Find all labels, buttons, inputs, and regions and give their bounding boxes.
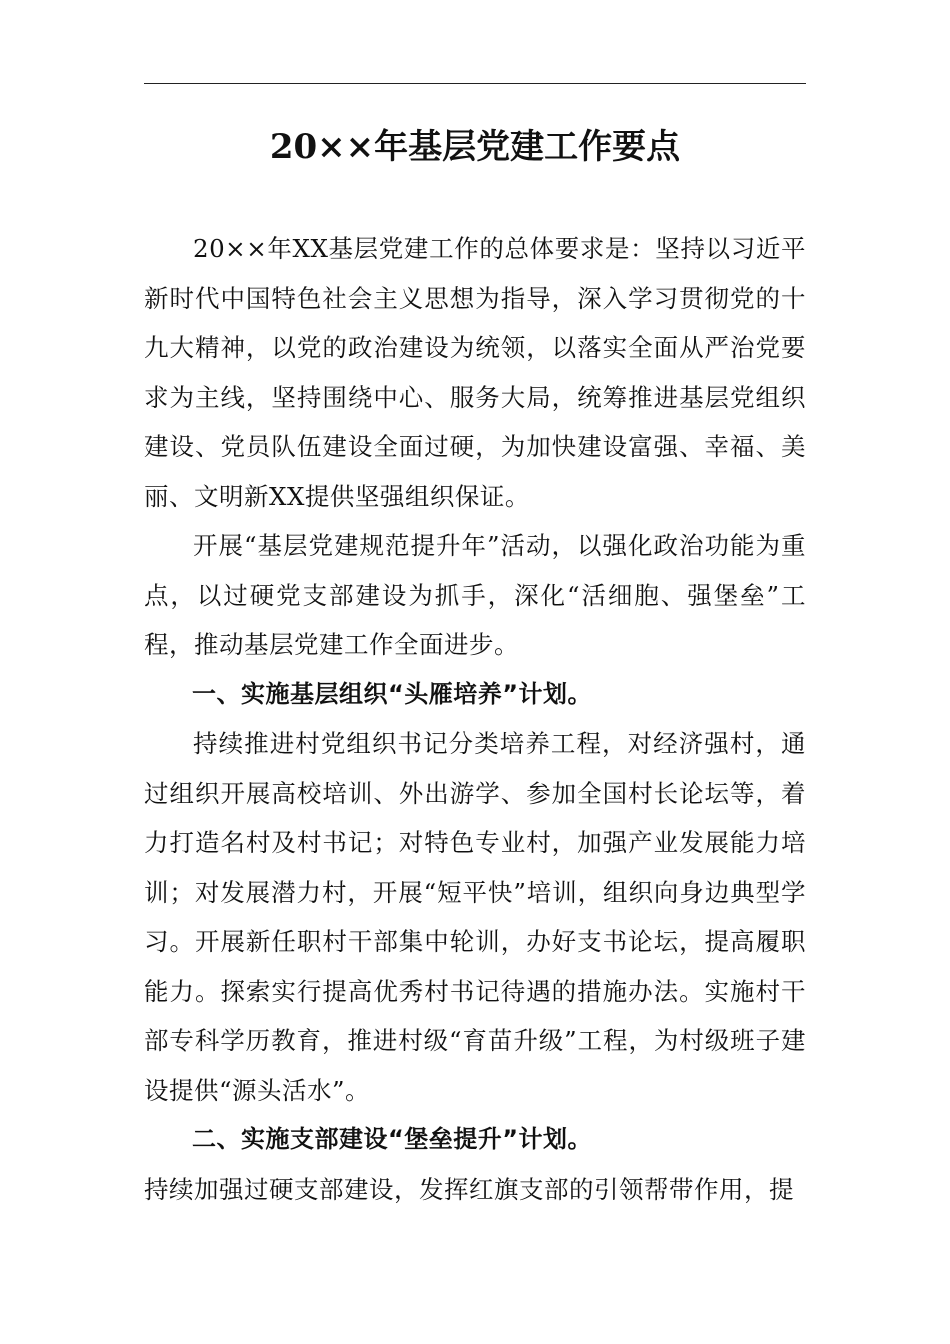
document-title: 20××年基层党建工作要点 <box>269 127 681 167</box>
paragraph-overall-requirements: 20××年XX基层党建工作的总体要求是：坚持以习近平新时代中国特色社会主义思想为指导，深入学习贯彻党的十九大精神，以党的政治建设为统领，以落实全面从严治党要求为主线，坚持围绕中心、服务大局，统筹推进基层党组织建设、党员队伍建设全面过硬，为加快建设富强、幸福、美丽、文明新XX提供坚强组织保证。 <box>144 234 806 511</box>
section-heading-2: 二、实施支部建设“堡垒提升”计划。 <box>192 1125 593 1153</box>
paragraph-section-1: 持续推进村党组织书记分类培养工程，对经济强村，通过组织开展高校培训、外出游学、参加全国村长论坛等，着力打造名村及村书记；对特色专业村，加强产业发展能力培训；对发展潜力村，开展“短平快”培训，组织向身边典型学习。开展新任职村干部集中轮训，办好支书论坛，提高履职能力。探索实行提高优秀村书记待遇的措施办法。实施村干部专科学历教育，推进村级“育苗升级”工程，为村级班子建设提供“源头活水”。 <box>144 729 806 1105</box>
paragraph-section-2: 持续加强过硬支部建设，发挥红旗支部的引领帮带作用，提 <box>144 1174 794 1204</box>
paragraph-campaign: 开展“基层党建规范提升年”活动，以强化政治功能为重点，以过硬党支部建设为抓手，深化“活细胞、强堡垒”工程，推动基层党建工作全面进步。 <box>144 531 806 659</box>
section-heading-1: 一、实施基层组织“头雁培养”计划。 <box>192 679 593 708</box>
header-divider <box>144 83 806 84</box>
document-body <box>144 224 806 1214</box>
